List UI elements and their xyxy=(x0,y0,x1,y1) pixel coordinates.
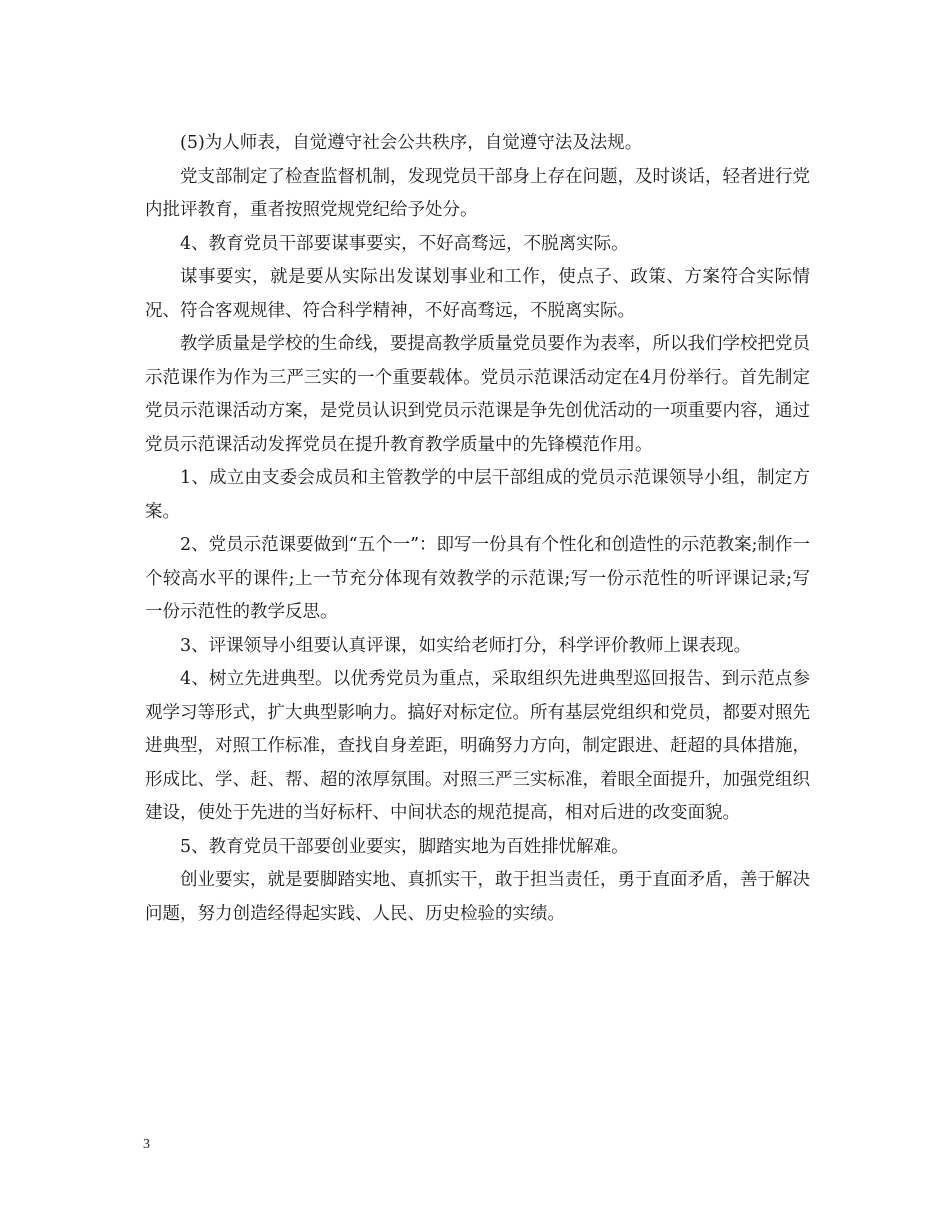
paragraph-4: 谋事要实，就是要从实际出发谋划事业和工作，使点子、政策、方案符合实际情况、符合客观规律、符合科学精神，不好高骛远，不脱离实际。 xyxy=(145,267,810,321)
paragraph-8: 3、评课领导小组要认真评课，如实给老师打分，科学评价教师上课表现。 xyxy=(180,635,752,656)
paragraph-1: (5)为人师表，自觉遵守社会公共秩序，自觉遵守法及法规。 xyxy=(180,133,643,153)
paragraph-5: 教学质量是学校的生命线，要提高教学质量党员要作为表率，所以我们学校把党员示范课作为作为三严三实的一个重要载体。党员示范课活动定在4月份举行。首先制定党员示范课活动方案，是党员认识到党员示范课是争先创优活动的一项重要内容，通过党员示范课活动发挥党员在提升教育教学质量中的先锋模范作用。 xyxy=(145,334,810,455)
paragraph-9: 4、树立先进典型。以优秀党员为重点，采取组织先进典型巡回报告、到示范点参观学习等形式，扩大典型影响力。搞好对标定位。所有基层党组织和党员，都要对照先进典型，对照工作标准，查找自身差距，明确努力方向，制定跟进、赶超的具体措施，形成比、学、赶、帮、超的浓厚氛围。对照三严三实标准，着眼全面提升，加强党组织建设，使处于先进的当好标杆、中间状态的规范提高，相对后进的改变面貌。 xyxy=(145,669,810,823)
paragraph-3: 4、教育党员干部要谋事要实，不好高骛远，不脱离实际。 xyxy=(180,233,629,254)
paragraph-6: 1、成立由支委会成员和主管教学的中层干部组成的党员示范课领导小组，制定方案。 xyxy=(145,468,810,522)
paragraph-7: 2、党员示范课要做到“五个一”：即写一份具有个性化和创造性的示范教案;制作一个较高水平的课件;上一节充分体现有效教学的示范课;写一份示范性的听评课记录;写一份示范性的教学反思。 xyxy=(145,535,810,622)
paragraph-2: 党支部制定了检查监督机制，发现党员干部身上存在问题，及时谈话，轻者进行党内批评教育，重者按照党规党纪给予处分。 xyxy=(145,166,810,220)
paragraph-11: 创业要实，就是要脚踏实地、真抓实干，敢于担当责任，勇于直面矛盾，善于解决问题，努力创造经得起实践、人民、历史检验的实绩。 xyxy=(145,870,810,924)
paragraph-10: 5、教育党员干部要创业要实，脚踏实地为百姓排忧解难。 xyxy=(180,836,629,857)
document-body xyxy=(145,127,810,931)
page-number: 3 xyxy=(143,1137,150,1152)
